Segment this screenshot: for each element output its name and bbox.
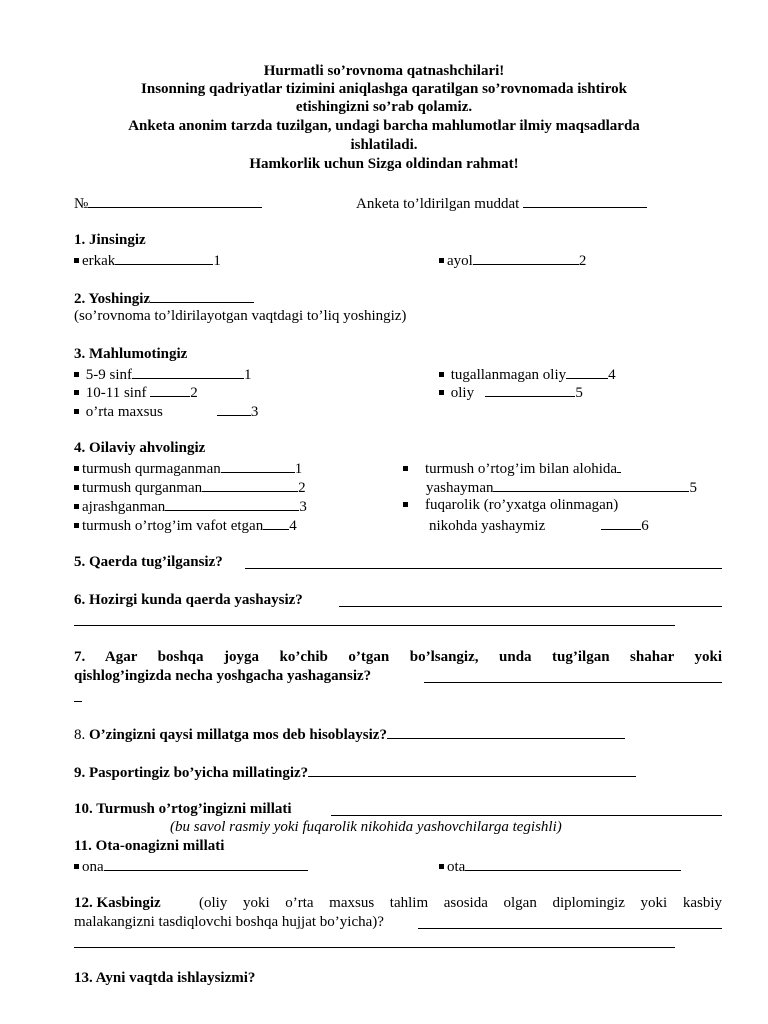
q2-blank[interactable] <box>150 288 254 303</box>
bullet-icon <box>74 504 79 509</box>
number-label: № <box>74 196 89 212</box>
bullet-icon <box>74 258 79 263</box>
q10-title: 10. Turmush o’rtog’ingizni millati <box>74 801 292 817</box>
bullet-icon <box>74 864 79 869</box>
bullet-icon <box>403 502 408 507</box>
q3-option-2[interactable]: 10-11 sinf 2 <box>74 382 198 403</box>
bullet-icon <box>74 409 79 414</box>
q4-title: 4. Oilaviy ahvolingiz <box>74 440 206 456</box>
q8-title: O’zingizni qaysi millatga mos deb hisoblaysiz? <box>89 727 387 743</box>
q2-age-field[interactable] <box>74 288 254 309</box>
q2-note: (so’rovnoma to’ldirilayotgan vaqtdagi to’liq yoshingiz) <box>74 308 407 324</box>
greeting-line: Hurmatli so’rovnoma qatnashchilari! <box>263 63 505 79</box>
q10-note: (bu savol rasmiy yoki fuqarolik nikohida yashovchilarga tegishli) <box>170 819 562 835</box>
q2-title: 2. Yoshingiz <box>74 291 151 307</box>
bullet-icon <box>439 864 444 869</box>
q4-option-5-cont[interactable]: yashayman 5 <box>426 477 697 498</box>
q8-number: 8. <box>74 727 86 743</box>
q6-answer-line-1[interactable] <box>339 606 722 607</box>
q9-title: 9. Pasportingiz bo’yicha millatingiz? <box>74 765 309 781</box>
anonymity-line-1: Anketa anonim tarzda tuzilgan, undagi barcha mahlumotlar ilmiy maqsadlarda <box>128 118 640 134</box>
bullet-icon <box>74 466 79 471</box>
q5-title: 5. Qaerda tug’ilgansiz? <box>74 554 223 570</box>
q6-answer-line-2[interactable] <box>74 625 675 626</box>
q12-line-2: malakangizni tasdiqlovchi boshqa hujjat bo’yicha)? <box>74 914 384 930</box>
q9-field[interactable] <box>74 762 636 783</box>
q12-title: 12. Kasbingiz <box>74 895 161 911</box>
q7-answer-line-1[interactable] <box>424 682 722 683</box>
q3-title: 3. Mahlumotingiz <box>74 346 188 362</box>
q13-title: 13. Ayni vaqtda ishlaysizmi? <box>74 970 256 986</box>
q4-option-6-cont[interactable]: nikohda yashaymiz 6 <box>429 515 649 536</box>
q7-answer-line-2[interactable] <box>74 701 82 702</box>
intro-line-2: etishingizni so’rab qolamiz. <box>295 99 473 115</box>
q11-option-father[interactable]: ota <box>439 856 681 877</box>
bullet-icon <box>74 390 79 395</box>
q5-answer-line[interactable] <box>245 568 722 569</box>
thanks-line: Hamkorlik uchun Sizga oldindan rahmat! <box>249 156 519 172</box>
q4-option-3[interactable]: ajrashganman 3 <box>74 496 307 517</box>
date-label: Anketa to’ldirilgan muddat <box>356 196 520 212</box>
q12-answer-line-2[interactable] <box>74 947 675 948</box>
q10-answer-line[interactable] <box>331 815 722 816</box>
q3-option-5[interactable]: oliy 5 <box>439 382 583 403</box>
number-blank[interactable] <box>88 193 262 208</box>
q6-title: 6. Hozirgi kunda qaerda yashaysiz? <box>74 592 303 608</box>
bullet-icon <box>74 372 79 377</box>
q8-blank[interactable] <box>387 724 625 739</box>
q4-option-6[interactable]: fuqarolik (ro’yxatga olinmagan) <box>403 496 618 515</box>
bullet-icon <box>403 466 408 471</box>
q1-option-male[interactable]: erkak 1 <box>74 250 221 271</box>
q7-line-2: qishlog’ingizda necha yoshgacha yashagansiz? <box>74 668 372 684</box>
number-field[interactable] <box>74 193 262 214</box>
q12-answer-line-1[interactable] <box>418 928 722 929</box>
bullet-icon <box>439 258 444 263</box>
bullet-icon <box>439 390 444 395</box>
date-field[interactable] <box>356 193 647 214</box>
q7-line-1: 7. Agar boshqa joyga ko’chib o’tgan bo’lsangiz, unda tug’ilgan shahar yoki <box>74 649 722 665</box>
q4-option-2[interactable]: turmush qurganman 2 <box>74 477 306 498</box>
q12-line-1: (oliy yoki o’rta maxsus tahlim asosida olgan diplomingiz yoki kasbiy <box>199 895 722 911</box>
q3-option-4[interactable]: tugallanmagan oliy 4 <box>439 364 616 385</box>
q1-option-female[interactable]: ayol 2 <box>439 250 586 271</box>
q1-title: 1. Jinsingiz <box>74 232 146 248</box>
q9-blank[interactable] <box>308 762 636 777</box>
date-blank[interactable] <box>523 193 647 208</box>
q11-title: 11. Ota-onagizni millati <box>74 838 225 854</box>
q11-option-mother[interactable]: ona <box>74 856 308 877</box>
bullet-icon <box>74 523 79 528</box>
anonymity-line-2: ishlatiladi. <box>350 137 418 153</box>
intro-line-1: Insonning qadriyatlar tizimini aniqlashga qaratilgan so’rovnomada ishtirok <box>141 81 627 97</box>
q3-option-1[interactable]: 5-9 sinf 1 <box>74 364 252 385</box>
q8-field[interactable] <box>74 724 625 745</box>
q3-option-3[interactable]: o’rta maxsus 3 <box>74 401 258 422</box>
q4-option-5[interactable]: turmush o’rtog’im bilan alohida <box>403 458 621 479</box>
bullet-icon <box>439 372 444 377</box>
q4-option-4[interactable]: turmush o’rtog’im vafot etgan 4 <box>74 515 297 536</box>
q4-option-1[interactable]: turmush qurmaganman 1 <box>74 458 302 479</box>
bullet-icon <box>74 485 79 490</box>
